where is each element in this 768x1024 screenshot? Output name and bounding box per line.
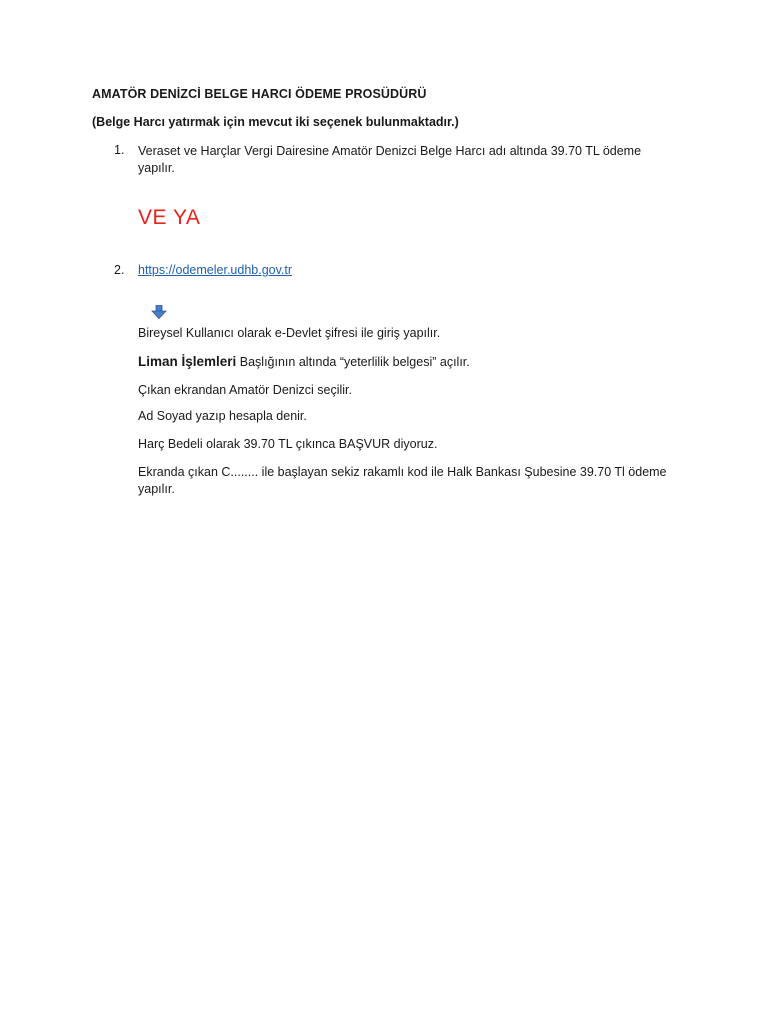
step-6: Ekranda çıkan C........ ile başlayan sekiz rakamlı kod ile Halk Bankası Şubesine 39.70 Tl ödeme yapılır. (138, 465, 667, 496)
step-5: Harç Bedeli olarak 39.70 TL çıkınca BAŞVUR diyoruz. (138, 437, 438, 451)
or-separator: VE YA (138, 206, 201, 229)
step-1: Bireysel Kullanıcı olarak e-Devlet şifresi ile giriş yapılır. (138, 326, 441, 340)
document-subtitle: (Belge Harcı yatırmak için mevcut iki seçenek bulunmaktadır.) (92, 115, 459, 129)
step-4: Ad Soyad yazıp hesapla denir. (138, 409, 307, 423)
option-1-text: Veraset ve Harçlar Vergi Dairesine Amatör Denizci Belge Harcı adı altında 39.70 TL ödeme yapılır. (138, 144, 642, 175)
step-2 (138, 353, 683, 371)
document-title: AMATÖR DENİZCİ BELGE HARCI ÖDEME PROSÜDÜRÜ (92, 87, 427, 101)
step-2-text: Başlığının altında “yeterlilik belgesi” açılır. (236, 355, 470, 369)
option-2-number: 2. (114, 263, 125, 277)
down-arrow-icon (151, 305, 167, 319)
payment-site-link[interactable]: https://odemeler.udhb.gov.tr (138, 263, 293, 277)
step-2-heading: Liman İşlemleri (138, 354, 237, 369)
step-3: Çıkan ekrandan Amatör Denizci seçilir. (138, 383, 352, 397)
option-1-number: 1. (114, 143, 125, 157)
